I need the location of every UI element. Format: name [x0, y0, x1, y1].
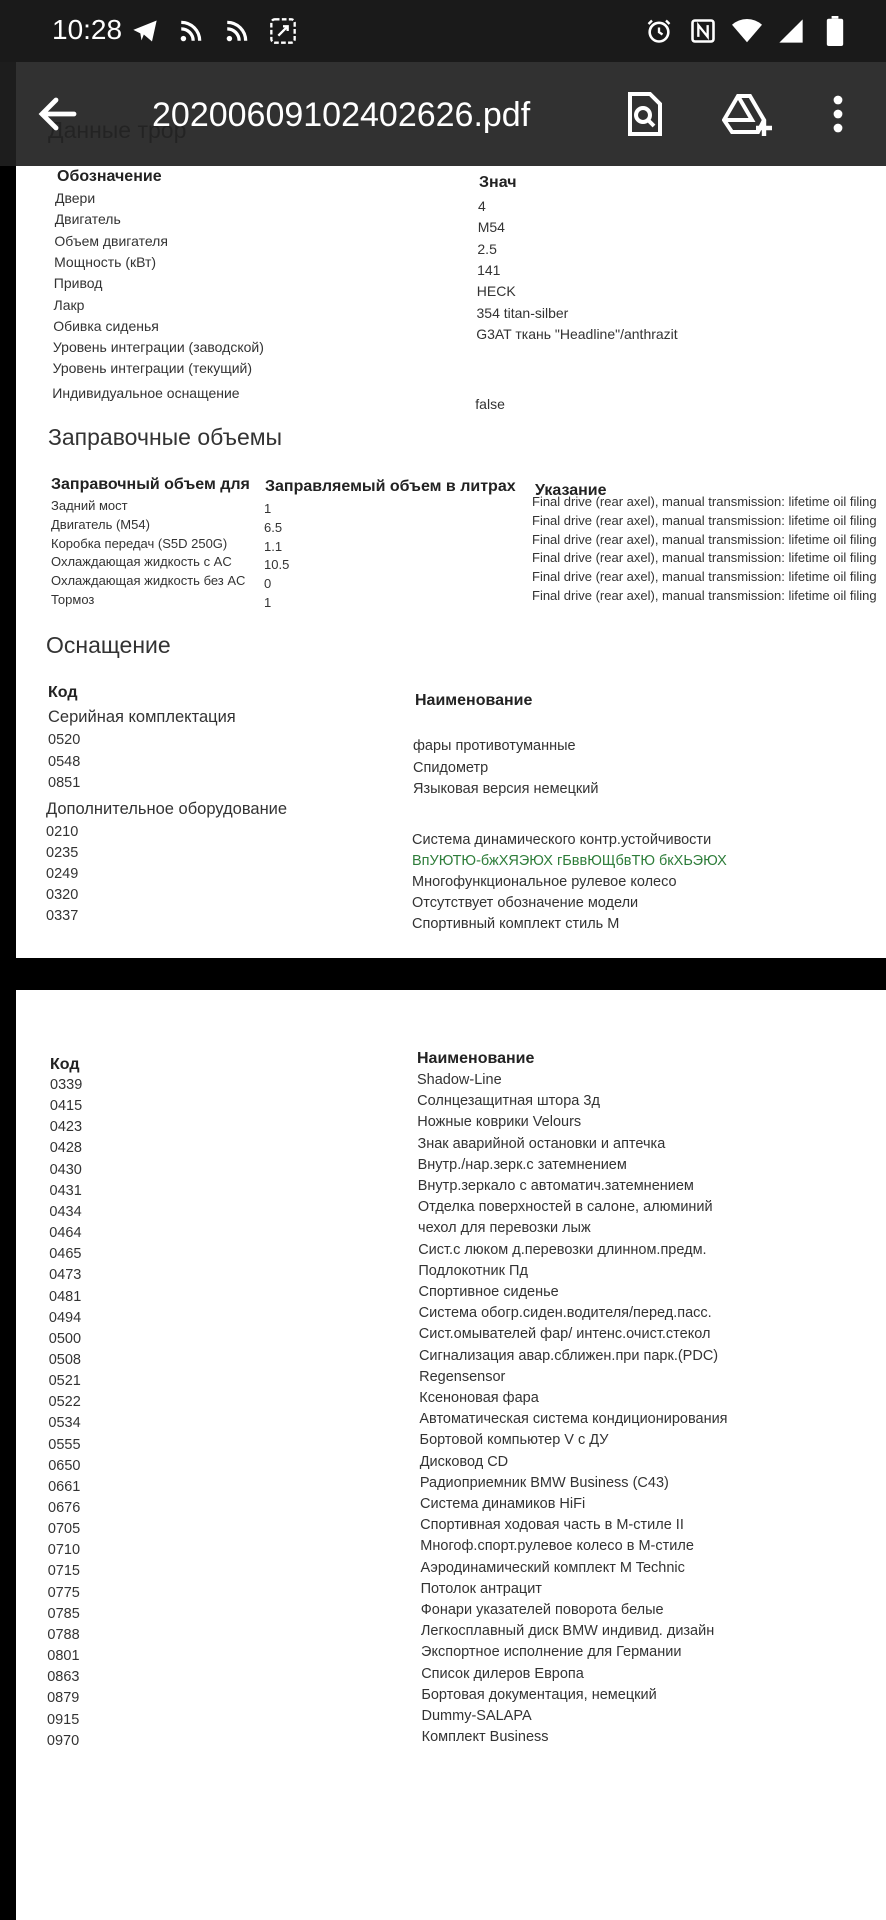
fill-row-name: Тормоз: [51, 592, 95, 607]
vehicle-row-value: 4: [478, 198, 486, 214]
fill-row-name: Охлаждающая жидкость с AC: [51, 554, 232, 570]
vehicle-row-value: 354 titan-silber: [476, 304, 569, 321]
equip-row-code: 0465: [49, 1246, 82, 1263]
vehicle-row-name: Индивидуальное оснащение: [52, 384, 240, 401]
equip-row-code: 0339: [50, 1077, 83, 1093]
equip-row-name: Спортивное сиденье: [418, 1284, 559, 1300]
equip-row-name: Отсутствует обозначение модели: [412, 895, 639, 911]
fill-row-liters: 1: [264, 595, 272, 610]
add-to-drive-icon[interactable]: [722, 90, 770, 138]
equip-row-name: Экспортное исполнение для Германии: [421, 1644, 682, 1661]
equip-row-name: Спортивная ходовая часть в М-стиле II: [420, 1517, 684, 1534]
equip-row-name: Аэродинамический комплект M Technic: [420, 1559, 685, 1576]
fill-row-liters: 6.5: [264, 519, 283, 535]
equip-row-code: 0775: [47, 1584, 80, 1601]
equip-row-code: 0521: [48, 1373, 81, 1390]
equip-row-code: 0863: [47, 1669, 80, 1686]
vehicle-row-name: Уровень интеграции (текущий): [52, 360, 253, 377]
col-header-note: Указание: [535, 482, 607, 499]
equip-row-name: Солнцезащитная штора 3д: [417, 1093, 600, 1110]
equip-row-code: 0715: [47, 1563, 80, 1580]
vehicle-row-value: M54: [477, 219, 505, 236]
equip-row-code: 0235: [46, 845, 79, 861]
equip-row-name: Бортовая документация, немецкий: [421, 1686, 657, 1703]
col-header-equip-name: Наименование: [415, 692, 533, 709]
col-header-name-p2: Наименование: [417, 1050, 535, 1067]
equip-row-code: 0500: [48, 1330, 82, 1347]
equip-row-name: Комплект Business: [421, 1729, 549, 1746]
equip-row-name: Список дилеров Европа: [421, 1665, 584, 1682]
equip-row-code: 0851: [48, 775, 81, 791]
vehicle-row-name: Объем двигателя: [54, 232, 168, 249]
equip-row-name: Автоматическая система кондиционирования: [419, 1411, 728, 1428]
vehicle-row-value: false: [475, 395, 505, 412]
vehicle-row-name: Привод: [53, 275, 103, 292]
fill-row-note: Final drive (rear axel), manual transmission: lifetime oil filing: [532, 588, 877, 603]
fill-row-liters: 1.1: [264, 538, 283, 554]
fill-row-name: Двигатель (M54): [51, 516, 150, 532]
equip-row-code: 0434: [49, 1203, 82, 1220]
group-serial: Серийная комплектация: [48, 708, 236, 726]
equip-row-name: Потолок антрацит: [420, 1580, 542, 1597]
equip-row-name: Сигнализация авар.сближен.при парк.(PDC): [418, 1347, 719, 1364]
wifi-scan-icon: [222, 16, 252, 46]
equip-row-code: 0705: [47, 1521, 81, 1538]
equip-row-name: Система динамического контр.устойчивости: [412, 832, 712, 848]
equip-row-name: фары противотуманные: [413, 738, 576, 754]
equip-row-code: 0337: [46, 908, 79, 924]
equip-row-name: Regensensor: [419, 1368, 506, 1385]
vehicle-row-value: G3AT ткань "Headline"/anthrazit: [476, 325, 678, 342]
equip-row-name: Фонари указателей поворота белые: [420, 1602, 664, 1618]
back-arrow-icon[interactable]: [34, 90, 82, 138]
col-header-value: Знач: [479, 174, 517, 191]
equip-row-code: 0650: [48, 1457, 81, 1474]
fill-row-liters: 1: [264, 501, 272, 516]
equip-row-code: 0555: [48, 1436, 81, 1453]
battery-icon: [820, 16, 850, 46]
fill-row-note: Final drive (rear axel), manual transmission: lifetime oil filing: [532, 512, 877, 528]
equip-row-code: 0785: [47, 1605, 80, 1622]
equip-row-code: 0710: [47, 1542, 81, 1559]
document-title: 20200609102402626.pdf: [152, 96, 531, 134]
equip-row-code: 0431: [49, 1182, 82, 1199]
equip-row-code: 0520: [48, 732, 81, 748]
equip-row-name: чехол для перевозки лыж: [418, 1220, 591, 1237]
equip-row-name: Ножные коврики Velours: [417, 1114, 582, 1131]
equip-row-name: Многоф.спорт.рулевое колесо в М-стиле: [420, 1538, 694, 1555]
wifi-icon: [732, 16, 762, 46]
vehicle-row-name: Двери: [55, 190, 96, 206]
telegram-icon: [130, 16, 160, 46]
equip-row-code: 0534: [48, 1415, 81, 1432]
status-bar: [0, 0, 886, 62]
fill-row-liters: 10.5: [264, 557, 290, 573]
col-header-code-p2: Код: [50, 1056, 80, 1073]
fill-row-name: Задний мост: [51, 498, 128, 513]
equip-row-name: Радиоприемник BMW Business (C43): [419, 1474, 669, 1491]
equip-row-code: 0661: [48, 1478, 81, 1495]
fill-section-title: Заправочные объемы: [48, 424, 283, 450]
equip-row-code: 0970: [46, 1732, 80, 1749]
equip-row-name: Сист.омывателей фар/ интенс.очист.стекол: [418, 1326, 711, 1343]
equip-row-name: Система динамиков HiFi: [420, 1496, 586, 1512]
fill-row-note: Final drive (rear axel), manual transmission: lifetime oil filing: [532, 531, 877, 547]
col-header-code: Код: [48, 684, 78, 701]
signal-icon: [776, 16, 806, 46]
equip-row-code: 0676: [48, 1500, 81, 1516]
equip-row-code: 0428: [49, 1140, 82, 1157]
equip-row-name: Спортивный комплект стиль М: [412, 916, 620, 932]
equip-row-name: Подлокотник Пд: [418, 1262, 528, 1279]
equip-row-name: Легкосплавный диск BMW индивид. дизайн: [420, 1623, 715, 1640]
equip-row-code: 0473: [49, 1267, 82, 1284]
equip-row-code: 0801: [47, 1648, 80, 1665]
wifi-scan-icon: [176, 16, 206, 46]
pdf-page-2: [16, 990, 886, 1920]
pdf-page-1: [16, 62, 886, 958]
equip-section-title: Оснащение: [46, 632, 171, 658]
equip-row-code: 0481: [49, 1288, 82, 1305]
nfc-icon: [688, 16, 718, 46]
equip-row-code: 0464: [49, 1225, 82, 1242]
equip-row-name: Ксеноновая фара: [419, 1390, 539, 1406]
equip-row-code: 0494: [48, 1309, 82, 1326]
equip-row-name: Отделка поверхностей в салоне, алюминий: [417, 1199, 713, 1216]
equip-row-code: 0415: [49, 1098, 83, 1115]
equip-row-code: 0788: [47, 1626, 80, 1643]
equip-row-code: 0879: [47, 1690, 80, 1707]
equip-row-code: 0522: [48, 1394, 81, 1411]
fill-row-name: Охлаждающая жидкость без AC: [51, 573, 246, 589]
equip-row-name: Внутр./нар.зерк.с затемнением: [417, 1156, 627, 1173]
equip-row-name: Внутр.зеркало с автоматич.затемнением: [417, 1178, 694, 1194]
fill-row-note: Final drive (rear axel), manual transmission: lifetime oil filing: [532, 569, 877, 585]
status-time: 10:28: [52, 14, 123, 45]
vehicle-row-value: HECK: [476, 283, 516, 300]
equip-row-name: Многофункциональное рулевое колесо: [412, 874, 677, 890]
vehicle-row-name: Мощность (кВт): [54, 253, 157, 270]
equip-row-code: 0915: [47, 1711, 80, 1728]
equip-row-code: 0210: [46, 824, 79, 840]
equip-row-code: 0249: [46, 866, 79, 882]
equip-row-name: Дисковод CD: [419, 1453, 509, 1470]
equip-row-name: Бортовой компьютер V с ДУ: [419, 1432, 609, 1449]
col-header-liters: Заправляемый объем в литрах: [265, 478, 516, 495]
equip-row-name: Система обогр.сиден.водителя/перед.пасс.: [418, 1305, 712, 1322]
equip-row-code: 0548: [48, 753, 81, 770]
screenshot-icon: [268, 16, 298, 46]
search-document-icon[interactable]: [620, 90, 668, 138]
equip-row-code: 0423: [49, 1119, 83, 1136]
col-header-fill-for: Заправочный объем для: [51, 476, 250, 493]
alarm-icon: [644, 16, 674, 46]
equip-row-name: Dummy-SALAPA: [421, 1708, 532, 1724]
equip-row-name: Языковая версия немецкий: [413, 781, 599, 797]
equip-row-name: Shadow-Line: [417, 1072, 502, 1088]
fill-row-note: Final drive (rear axel), manual transmission: lifetime oil filing: [532, 494, 877, 509]
group-extra: Дополнительное оборудование: [46, 800, 288, 818]
vehicle-row-value: 141: [477, 261, 501, 278]
equip-row-name: Сист.с люком д.перевозки длинном.предм.: [418, 1241, 707, 1258]
equip-row-code: 0508: [48, 1351, 81, 1368]
vehicle-row-name: Уровень интеграции (заводской): [52, 339, 264, 356]
equip-row-code: 0430: [49, 1161, 82, 1178]
vehicle-row-name: Лакр: [53, 296, 85, 313]
fill-row-name: Коробка передач (S5D 250G): [51, 535, 228, 551]
vehicle-row-name: Обивка сиденья: [53, 317, 159, 334]
vehicle-row-value: 2.5: [477, 240, 497, 257]
equip-row-name: Знак аварийной остановки и аптечка: [417, 1135, 666, 1152]
col-header-name: Обозначение: [57, 168, 162, 185]
more-vert-icon[interactable]: [814, 90, 862, 138]
fill-row-note: Final drive (rear axel), manual transmission: lifetime oil filing: [532, 550, 877, 566]
fill-row-liters: 0: [264, 576, 272, 592]
app-bar: [0, 62, 886, 166]
equip-row-name: Спидометр: [413, 759, 489, 776]
equip-row-code: 0320: [46, 887, 79, 903]
equip-row-name: ВпУЮТЮ-бжХЯЭЮХ гБввЮЩбвТЮ бкХЬЭЮХ: [412, 853, 727, 869]
vehicle-row-name: Двигатель: [54, 211, 121, 228]
